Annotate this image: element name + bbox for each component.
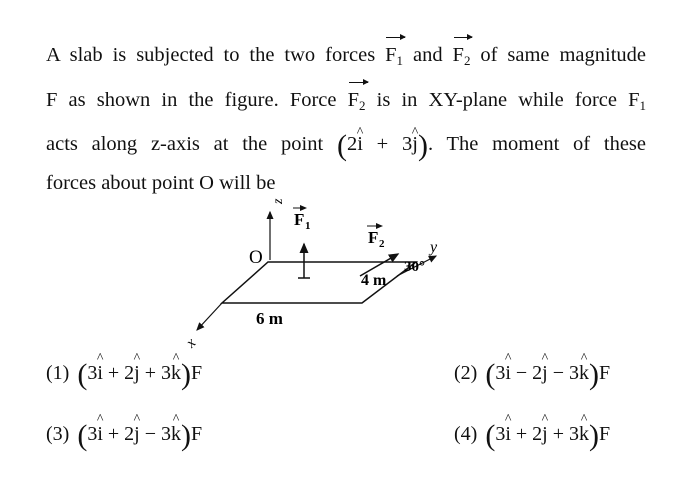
option-2[interactable]	[454, 358, 611, 391]
option-number: (4)	[454, 423, 478, 445]
option-4[interactable]	[454, 419, 611, 452]
paren-close: )	[417, 129, 428, 162]
paren-open: (	[485, 419, 496, 452]
question-text-part: is in XY-plane while force F	[365, 88, 640, 111]
unit-vector-i: ^ i	[357, 125, 363, 164]
paren-open: (	[77, 419, 88, 452]
force-f2-label: F	[368, 228, 379, 247]
coef: 3	[87, 362, 98, 384]
unit-vector-k: ^ k	[579, 362, 589, 385]
operator: +	[362, 133, 402, 155]
coef: 3	[161, 423, 172, 445]
coef: 3	[495, 423, 506, 445]
vector-f2: $F_2$	[453, 36, 471, 81]
option-number: (3)	[46, 423, 70, 445]
coef: 2	[124, 362, 135, 384]
dimension-side: 4 m	[361, 272, 387, 289]
question-line-4: forces about point O will be	[46, 171, 276, 194]
paren-open: (	[336, 129, 347, 162]
unit-vector-i: ^ i	[505, 423, 511, 446]
paren-close: )	[589, 419, 600, 452]
unit-vector-i: ^ i	[505, 362, 511, 385]
unit-vector-k: ^ k	[579, 423, 589, 446]
unit-vector-j: ^ j	[542, 423, 548, 446]
z-axis-label: z	[271, 198, 286, 204]
unit-vector-k: ^ k	[171, 423, 181, 446]
coef: 3	[569, 423, 580, 445]
operator: −	[552, 362, 565, 384]
unit-vector-j: ^ j	[542, 362, 548, 385]
paren-open: (	[485, 358, 496, 391]
unit: F	[599, 423, 611, 445]
operator: +	[144, 362, 157, 384]
force-f1-sub: 1	[305, 220, 311, 232]
paren-close: )	[589, 358, 600, 391]
coef: 3	[495, 362, 506, 384]
coef: 2	[532, 362, 543, 384]
force-f2-sub: 2	[379, 238, 385, 250]
coef: 3	[87, 423, 98, 445]
coef: 2	[124, 423, 135, 445]
question-text-part: A slab is subjected to the two forces	[46, 44, 386, 66]
question-text-part: F as shown in the figure. Force	[46, 88, 348, 111]
unit-vector-k: ^ k	[171, 362, 181, 385]
question-text-part: . The moment of these	[427, 133, 647, 155]
vector-f2: $F_2$	[348, 81, 366, 126]
operator: +	[107, 423, 120, 445]
coef: 3	[161, 362, 172, 384]
coef: 2	[346, 133, 358, 155]
dimension-front: 6 m	[256, 309, 283, 328]
question-text-part: and	[403, 44, 453, 66]
x-axis-label: x	[183, 335, 200, 352]
option-number: (2)	[454, 362, 478, 384]
y-axis-label: y	[430, 239, 438, 256]
unit-vector-i: ^ i	[97, 423, 103, 446]
x-axis	[197, 303, 222, 330]
slab-outline	[222, 262, 416, 303]
coef: 3	[569, 362, 580, 384]
angle-label: 30°	[404, 259, 425, 275]
unit-vector-j: ^ j	[412, 125, 418, 164]
option-number: (1)	[46, 362, 70, 384]
paren-close: )	[181, 358, 192, 391]
option-1[interactable]	[46, 358, 203, 391]
operator: +	[107, 362, 120, 384]
unit: F	[191, 362, 203, 384]
unit: F	[599, 362, 611, 384]
unit: F	[191, 423, 203, 445]
paren-close: )	[181, 419, 192, 452]
operator: +	[552, 423, 565, 445]
vector-f1: $F_1$	[385, 36, 403, 81]
coef: 3	[401, 133, 413, 155]
option-3[interactable]	[46, 419, 203, 452]
origin-label: O	[249, 247, 263, 268]
operator: −	[144, 423, 157, 445]
operator: +	[515, 423, 528, 445]
question-text-part: acts along z-axis at the point	[46, 133, 337, 155]
force-f1-label: F	[294, 210, 305, 229]
coef: 2	[532, 423, 543, 445]
question-text-part: of same magnitude	[470, 44, 646, 66]
unit-vector-j: ^ j	[134, 423, 140, 446]
operator: −	[515, 362, 528, 384]
unit-vector-i: ^ i	[97, 362, 103, 385]
paren-open: (	[77, 358, 88, 391]
unit-vector-j: ^ j	[134, 362, 140, 385]
subscript: 1	[639, 97, 646, 113]
